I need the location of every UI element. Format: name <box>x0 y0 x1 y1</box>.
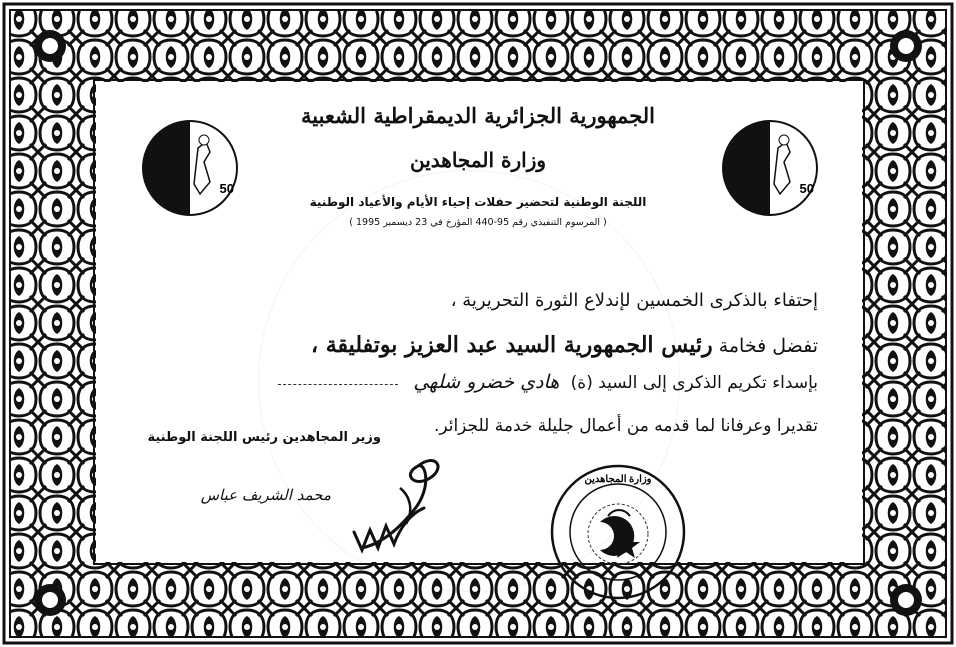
signatory-name: محمد الشريف عباس <box>200 486 331 504</box>
honoree-name: هادي خضرو شلهي <box>413 371 560 393</box>
ministry-title: وزارة المجاهدين <box>409 148 547 172</box>
republic-title: الجمهورية الجزائرية الديمقراطية الشعبية <box>300 103 655 128</box>
body-line-2-prefix: تفضل فخامة <box>718 335 818 357</box>
signatory-title: وزير المجاهدين رئيس اللجنة الوطنية <box>147 430 381 445</box>
body-line-4: تقديرا وعرفانا لما قدمه من أعمال جليلة خدمة للجزائر. <box>433 416 818 436</box>
body-line-1: إحتفاء بالذكرى الخمسين لإندلاع الثورة التحريرية ، <box>450 290 818 311</box>
official-stamp <box>548 462 688 602</box>
body-line-3 <box>278 371 818 393</box>
body-line-3-prefix: بإسداء تكريم الذكرى إلى السيد (ة) <box>570 373 818 393</box>
name-underline <box>278 382 398 385</box>
handwritten-signature <box>340 448 450 568</box>
emblem-number: 50 <box>799 181 814 196</box>
stamp-text: وزارة المجاهدين <box>584 474 652 485</box>
president-name: رئيس الجمهورية السيد عبد العزيز بوتفليقة ، <box>311 332 713 358</box>
body-line-2 <box>311 332 818 358</box>
committee-title: اللجنة الوطنية لتحضير حفلات إحياء الأيام والأعياد الوطنية <box>309 195 647 209</box>
decree-reference: ( المرسوم التنفيذي رقم 95-440 المؤرخ في 23 ديسمبر 1995 ) <box>349 217 607 228</box>
emblem-number: 50 <box>219 181 234 196</box>
